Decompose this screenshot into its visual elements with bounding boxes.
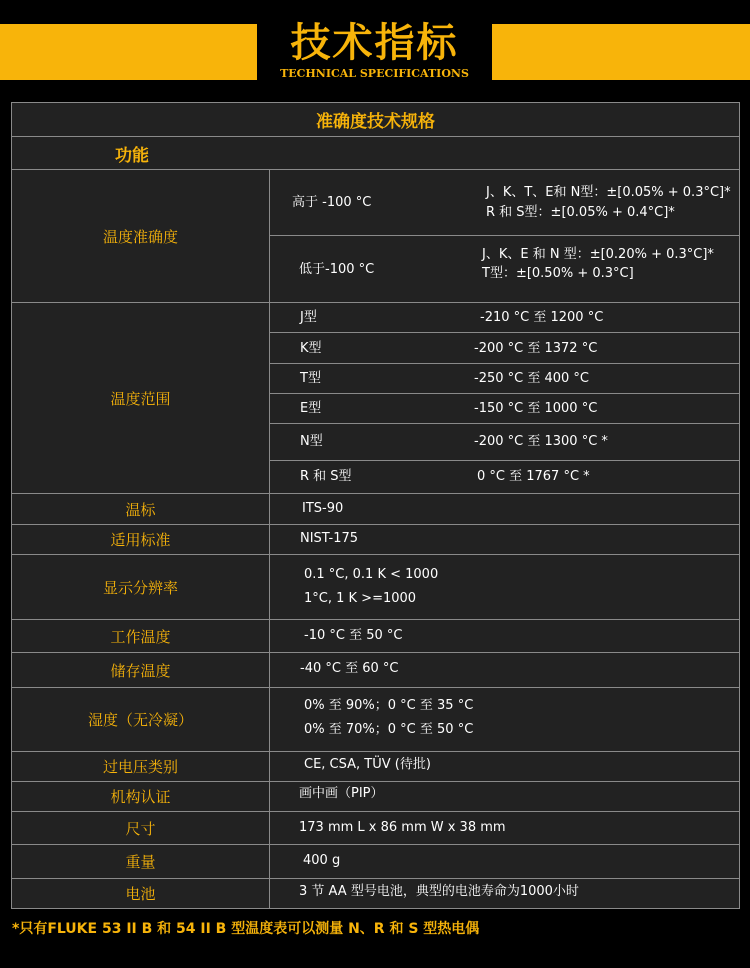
storage-label: 储存温度 [12, 653, 270, 688]
standard-value: NIST-175 [300, 531, 359, 546]
accuracy-below-row [270, 236, 739, 303]
range-type: N型 [300, 434, 323, 449]
accuracy-below-cond: 低于-100 °C [299, 262, 375, 277]
range-value: -200 °C 至 1300 °C * [474, 434, 608, 449]
accuracy-above-row [270, 170, 739, 236]
scale-row [270, 494, 739, 525]
range-label: 温度范围 [12, 303, 270, 494]
resolution-line1: 0.1 °C, 0.1 K < 1000 [304, 567, 439, 582]
range-type: J型 [300, 310, 317, 325]
page-title: 技术指标 [290, 20, 459, 66]
overvolt-value: CE, CSA, TÜV (待批) [304, 757, 431, 772]
resolution-row [270, 555, 739, 620]
humidity-row [270, 688, 739, 752]
humidity-label: 湿度（无冷凝） [12, 688, 270, 752]
range-value: 0 °C 至 1767 °C * [477, 469, 590, 484]
standard-label: 适用标准 [12, 525, 270, 555]
range-value: -150 °C 至 1000 °C [474, 401, 598, 416]
resolution-label: 显示分辨率 [12, 555, 270, 620]
table-row [270, 394, 739, 424]
range-value: -200 °C 至 1372 °C [474, 341, 598, 356]
overvolt-label: 过电压类别 [12, 752, 270, 782]
header-bar-right [492, 24, 750, 80]
scale-label: 温标 [12, 494, 270, 525]
size-label: 尺寸 [12, 812, 270, 845]
accuracy-label: 温度准确度 [12, 170, 270, 303]
accuracy-above-line2: R 和 S型：±[0.05% + 0.4°C]* [486, 205, 675, 220]
range-type: T型 [300, 371, 321, 386]
humidity-line1: 0% 至 90%；0 °C 至 35 °C [304, 698, 474, 713]
size-row [270, 812, 739, 845]
table-row [270, 364, 739, 394]
table-row [270, 461, 739, 494]
accuracy-above-line1: J、K、T、E和 N型：±[0.05% + 0.3°C]* [486, 185, 731, 200]
weight-value: 400 g [303, 853, 341, 868]
agency-row [270, 782, 739, 812]
humidity-line2: 0% 至 70%；0 °C 至 50 °C [304, 722, 474, 737]
resolution-line2: 1°C, 1 K >=1000 [304, 591, 417, 606]
table-heading: 准确度技术规格 [12, 103, 739, 137]
storage-row [270, 653, 739, 688]
accuracy-below-line1: J、K、E 和 N 型：±[0.20% + 0.3°C]* [482, 247, 714, 262]
header-bar-left [0, 24, 257, 80]
footnote: *只有FLUKE 53 II B 和 54 II B 型温度表可以测量 N、R 和 S 型热电偶 [12, 921, 480, 937]
table-row [270, 333, 739, 364]
storage-value: -40 °C 至 60 °C [300, 661, 399, 676]
size-value: 173 mm L x 86 mm W x 38 mm [299, 820, 506, 835]
range-value: -210 °C 至 1200 °C [480, 310, 604, 325]
weight-row [270, 845, 739, 879]
accuracy-above-cond: 高于 -100 °C [292, 195, 372, 210]
function-header: 功能 [12, 137, 739, 170]
weight-label: 重量 [12, 845, 270, 879]
battery-row [270, 879, 739, 908]
page-subtitle: TECHNICAL SPECIFICATIONS [280, 67, 469, 80]
table-row [270, 303, 739, 333]
agency-label: 机构认证 [12, 782, 270, 812]
op-temp-label: 工作温度 [12, 620, 270, 653]
overvolt-row [270, 752, 739, 782]
battery-label: 电池 [12, 879, 270, 908]
spec-table [11, 102, 740, 909]
accuracy-below-line2: T型：±[0.50% + 0.3°C] [482, 266, 634, 281]
op-temp-value: -10 °C 至 50 °C [304, 628, 403, 643]
scale-value: ITS-90 [302, 501, 344, 516]
standard-row [270, 525, 739, 555]
range-type: E型 [300, 401, 322, 416]
range-value: -250 °C 至 400 °C [474, 371, 590, 386]
header [0, 0, 750, 86]
range-type: K型 [300, 341, 322, 356]
battery-value: 3 节 AA 型号电池，典型的电池寿命为1000小时 [299, 884, 579, 899]
agency-value: 画中画（PIP） [299, 786, 384, 801]
op-temp-row [270, 620, 739, 653]
range-type: R 和 S型 [300, 469, 352, 484]
table-row [270, 424, 739, 461]
